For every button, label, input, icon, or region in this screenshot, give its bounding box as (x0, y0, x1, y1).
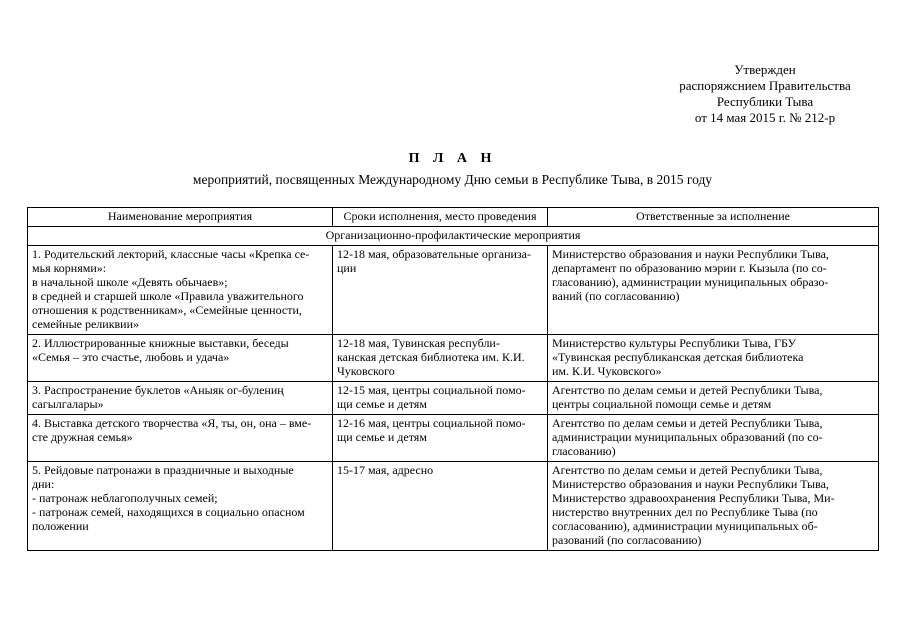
timing-cell-line: 12-18 мая, образовательные организа- (337, 247, 531, 261)
timing-cell (333, 246, 548, 335)
responsible-cell-line: согласованию), администрации муниципальных об- (552, 519, 818, 533)
approval-line-4: от 14 мая 2015 г. № 212-р (694, 110, 836, 125)
event-cell-line: - патронаж неблагополучных семей; (32, 491, 218, 505)
document-title: П Л А Н (408, 151, 497, 166)
event-cell-line: - патронаж семей, находящихся в социально опасном (32, 505, 305, 519)
responsible-cell-line: центры социальной помощи семье и детям (552, 397, 772, 411)
approval-line-1: Утвержден (734, 62, 796, 77)
event-cell-line: 1. Родительский лекторий, классные часы «Крепка се- (32, 247, 310, 261)
responsible-cell-line: Министерство образования и науки Республики Тыва, (552, 477, 829, 491)
timing-cell (333, 335, 548, 382)
timing-cell-line: 12-15 мая, центры социальной помо- (337, 383, 526, 397)
approval-line-2: распоряжснием Правительства (679, 78, 851, 93)
responsible-cell (548, 382, 879, 415)
responsible-cell-line: гласованию) (552, 444, 616, 458)
event-cell-line: 2. Иллюстрированные книжные выставки, беседы (32, 336, 289, 350)
event-cell-line: сагылгалары» (32, 397, 104, 411)
responsible-cell-line: им. К.И. Чуковского» (552, 364, 662, 378)
event-cell (28, 382, 333, 415)
table-row (28, 335, 879, 382)
table-row (28, 246, 879, 335)
timing-cell-line: 12-18 мая, Тувинская республи- (337, 336, 500, 350)
responsible-cell-line: Министерство культуры Республики Тыва, ГБУ (552, 336, 797, 350)
events-table (27, 207, 879, 551)
event-cell-line: в начальной школе «Девять обычаев»; (32, 275, 228, 289)
event-cell-line: в средней и старшей школе «Правила уважительного (32, 289, 304, 303)
responsible-cell-line: «Тувинская республиканская детская библиотека (552, 350, 804, 364)
timing-cell (333, 382, 548, 415)
header-responsible: Ответственные за исполнение (548, 208, 879, 227)
table-row (28, 415, 879, 462)
event-cell-line: отношения к родственникам», «Семейные ценности, (32, 303, 302, 317)
responsible-cell-line: администрации муниципальных образований (по со- (552, 430, 823, 444)
event-cell-line: сте дружная семья» (32, 430, 133, 444)
event-cell (28, 415, 333, 462)
table-row (28, 382, 879, 415)
event-cell-line: «Семья – это счастье, любовь и удача» (32, 350, 230, 364)
responsible-cell-line: Агентство по делам семьи и детей Республики Тыва, (552, 463, 823, 477)
responsible-cell (548, 246, 879, 335)
event-cell-line: мья корнями»: (32, 261, 107, 275)
section-title: Организационно-профилактические мероприятия (28, 227, 879, 246)
timing-cell-line: ции (337, 261, 357, 275)
event-cell (28, 335, 333, 382)
event-cell-line: положении (32, 519, 89, 533)
timing-cell-line: 12-16 мая, центры социальной помо- (337, 416, 526, 430)
responsible-cell-line: Агентство по делам семьи и детей Республики Тыва, (552, 383, 823, 397)
responsible-cell (548, 462, 879, 551)
responsible-cell-line: гласованию), администрации муниципальных образо- (552, 275, 829, 289)
header-timing: Сроки исполнения, место проведения (333, 208, 548, 227)
responsible-cell-line: разований (по согласованию) (552, 533, 702, 547)
event-cell-line: 5. Рейдовые патронажи в праздничные и выходные (32, 463, 294, 477)
header-event: Наименование мероприятия (28, 208, 333, 227)
timing-cell-line: канская детская библиотека им. К.И. (337, 350, 525, 364)
event-cell-line: семейные реликвии» (32, 317, 140, 331)
timing-cell-line: щи семье и детям (337, 430, 427, 444)
timing-cell (333, 462, 548, 551)
table-row (28, 462, 879, 551)
responsible-cell-line: ваний (по согласованию) (552, 289, 680, 303)
responsible-cell (548, 335, 879, 382)
responsible-cell-line: Агентство по делам семьи и детей Республики Тыва, (552, 416, 823, 430)
event-cell (28, 462, 333, 551)
approval-block (665, 62, 865, 126)
section-row (28, 227, 879, 246)
responsible-cell-line: Министерство здравоохранения Республики Тыва, Ми- (552, 491, 835, 505)
responsible-cell (548, 415, 879, 462)
approval-line-3: Республики Тыва (716, 94, 814, 109)
timing-cell-line: щи семье и детям (337, 397, 427, 411)
timing-cell (333, 415, 548, 462)
responsible-cell-line: Министерство образования и науки Республики Тыва, (552, 247, 829, 261)
timing-cell-line: Чуковского (337, 364, 395, 378)
timing-cell-line: 15-17 мая, адресно (337, 463, 434, 477)
document-subtitle: мероприятий, посвященных Международному Дню семьи в Республике Тыва, в 2015 году (192, 172, 713, 187)
responsible-cell-line: нистерство внутренних дел по Республике Тыва (по (552, 505, 818, 519)
event-cell-line: дни: (32, 477, 55, 491)
table-header-row (28, 208, 879, 227)
event-cell-line: 3. Распространение буклетов «Аныяк ог-булениң (32, 383, 284, 397)
event-cell-line: 4. Выставка детского творчества «Я, ты, он, она – вме- (32, 416, 312, 430)
responsible-cell-line: департамент по образованию мэрии г. Кызыла (по со- (552, 261, 827, 275)
event-cell (28, 246, 333, 335)
